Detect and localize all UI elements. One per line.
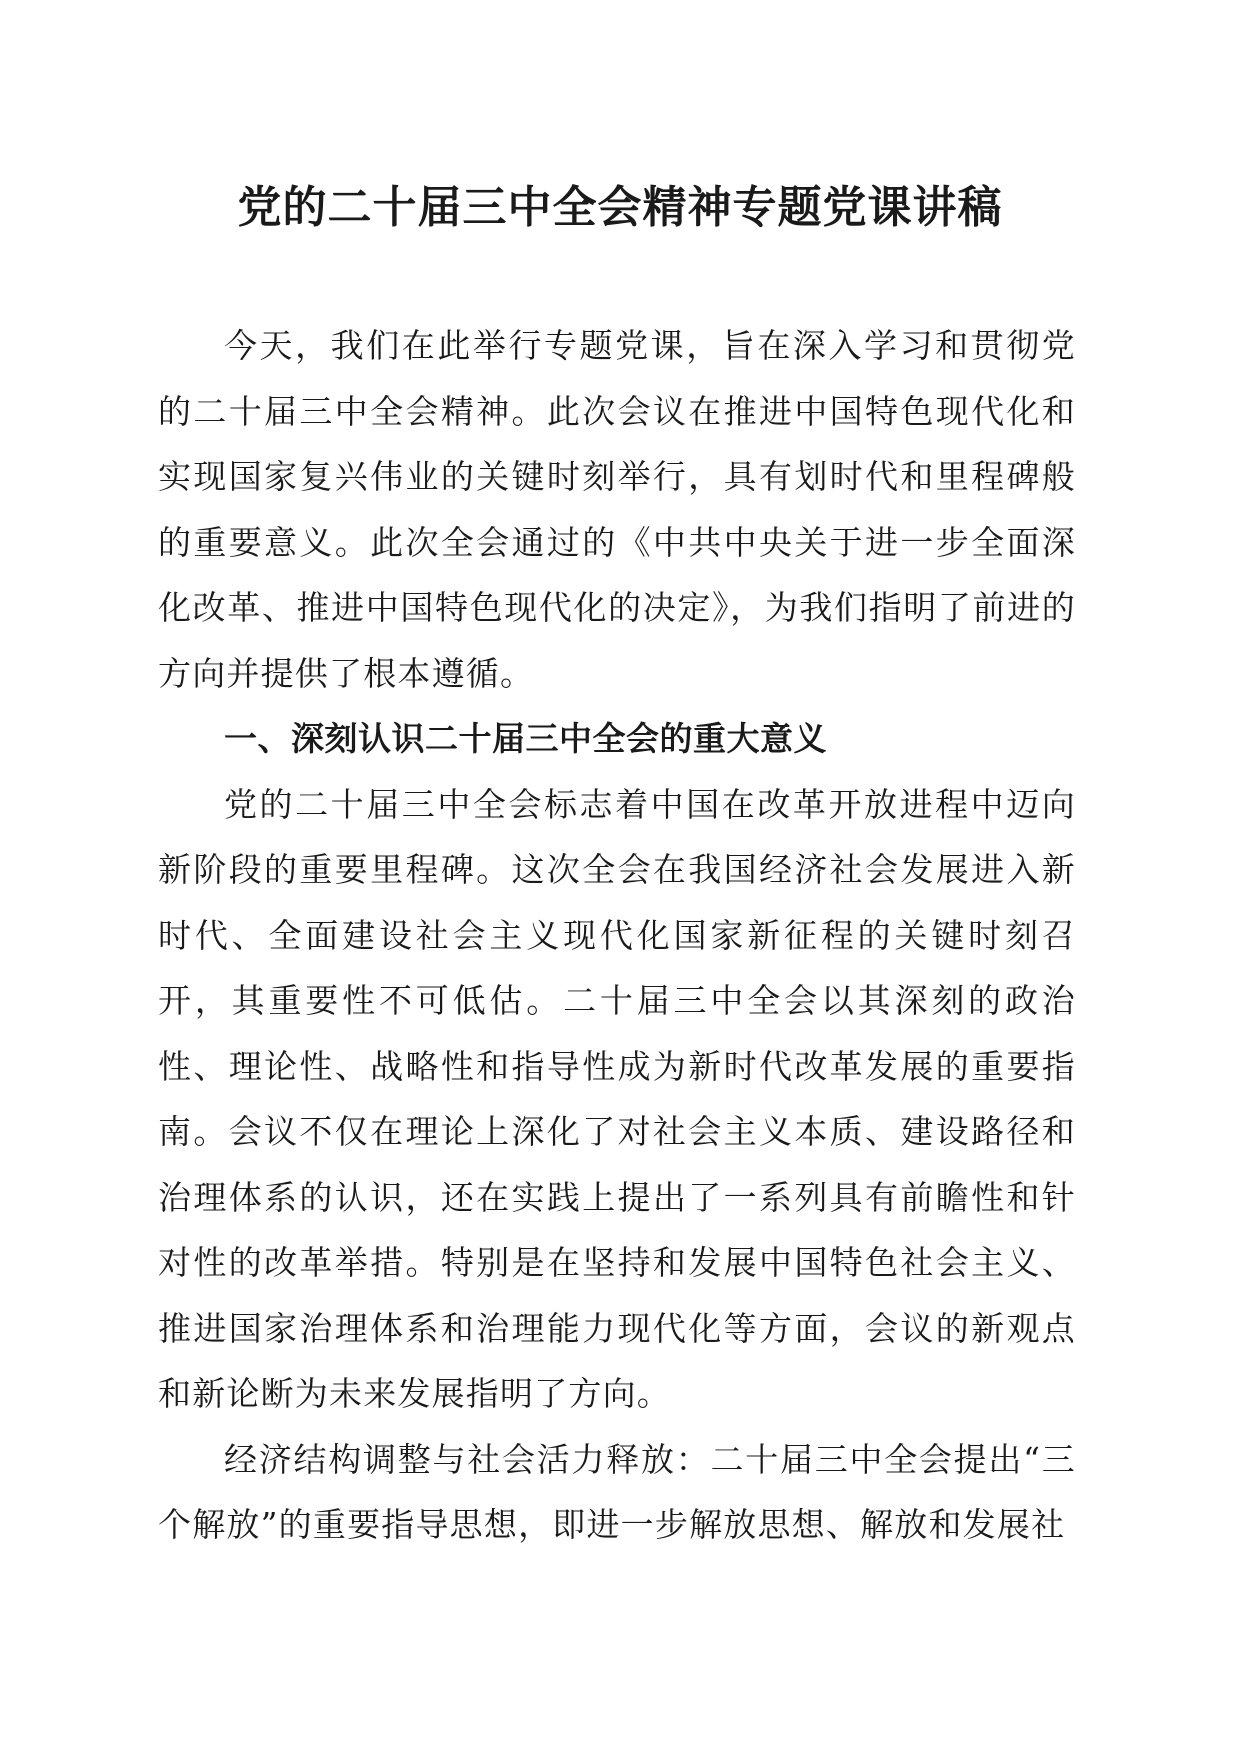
body-paragraph: 党的二十届三中全会标志着中国在改革开放进程中迈向新阶段的重要里程碑。这次全会在我国经济社会发展进入新时代、全面建设社会主义现代化国家新征程的关键时刻召开，其重要性不可低估。二十届三中全会以其深刻的政治性、理论性、战略性和指导性成为新时代改革发展的重要指南。会议不仅在理论上深化了对社会主义本质、建设路径和治理体系的认识，还在实践上提出了一系列具有前瞻性和针对性的改革举措。特别是在坚持和发展中国特色社会主义、推进国家治理体系和治理能力现代化等方面，会议的新观点和新论断为未来发展指明了方向。 — [158, 784, 1076, 1413]
document-body — [158, 313, 1076, 1558]
document-title: 党的二十届三中全会精神专题党课讲稿 — [237, 182, 1003, 233]
section-heading: 一、深刻认识二十届三中全会的重大意义 — [224, 719, 827, 758]
intro-paragraph: 今天，我们在此举行专题党课，旨在深入学习和贯彻党的二十届三中全会精神。此次会议在推进中国特色现代化和实现国家复兴伟业的关键时刻举行，具有划时代和里程碑般的重要意义。此次全会通过的《中共中央关于进一步全面深化改革、推进中国特色现代化的决定》，为我们指明了前进的方向并提供了根本遵循。 — [158, 326, 1076, 693]
body-paragraph: 经济结构调整与社会活力释放：二十届三中全会提出“三个解放”的重要指导思想，即进一步解放思想、解放和发展社 — [158, 1439, 1076, 1544]
